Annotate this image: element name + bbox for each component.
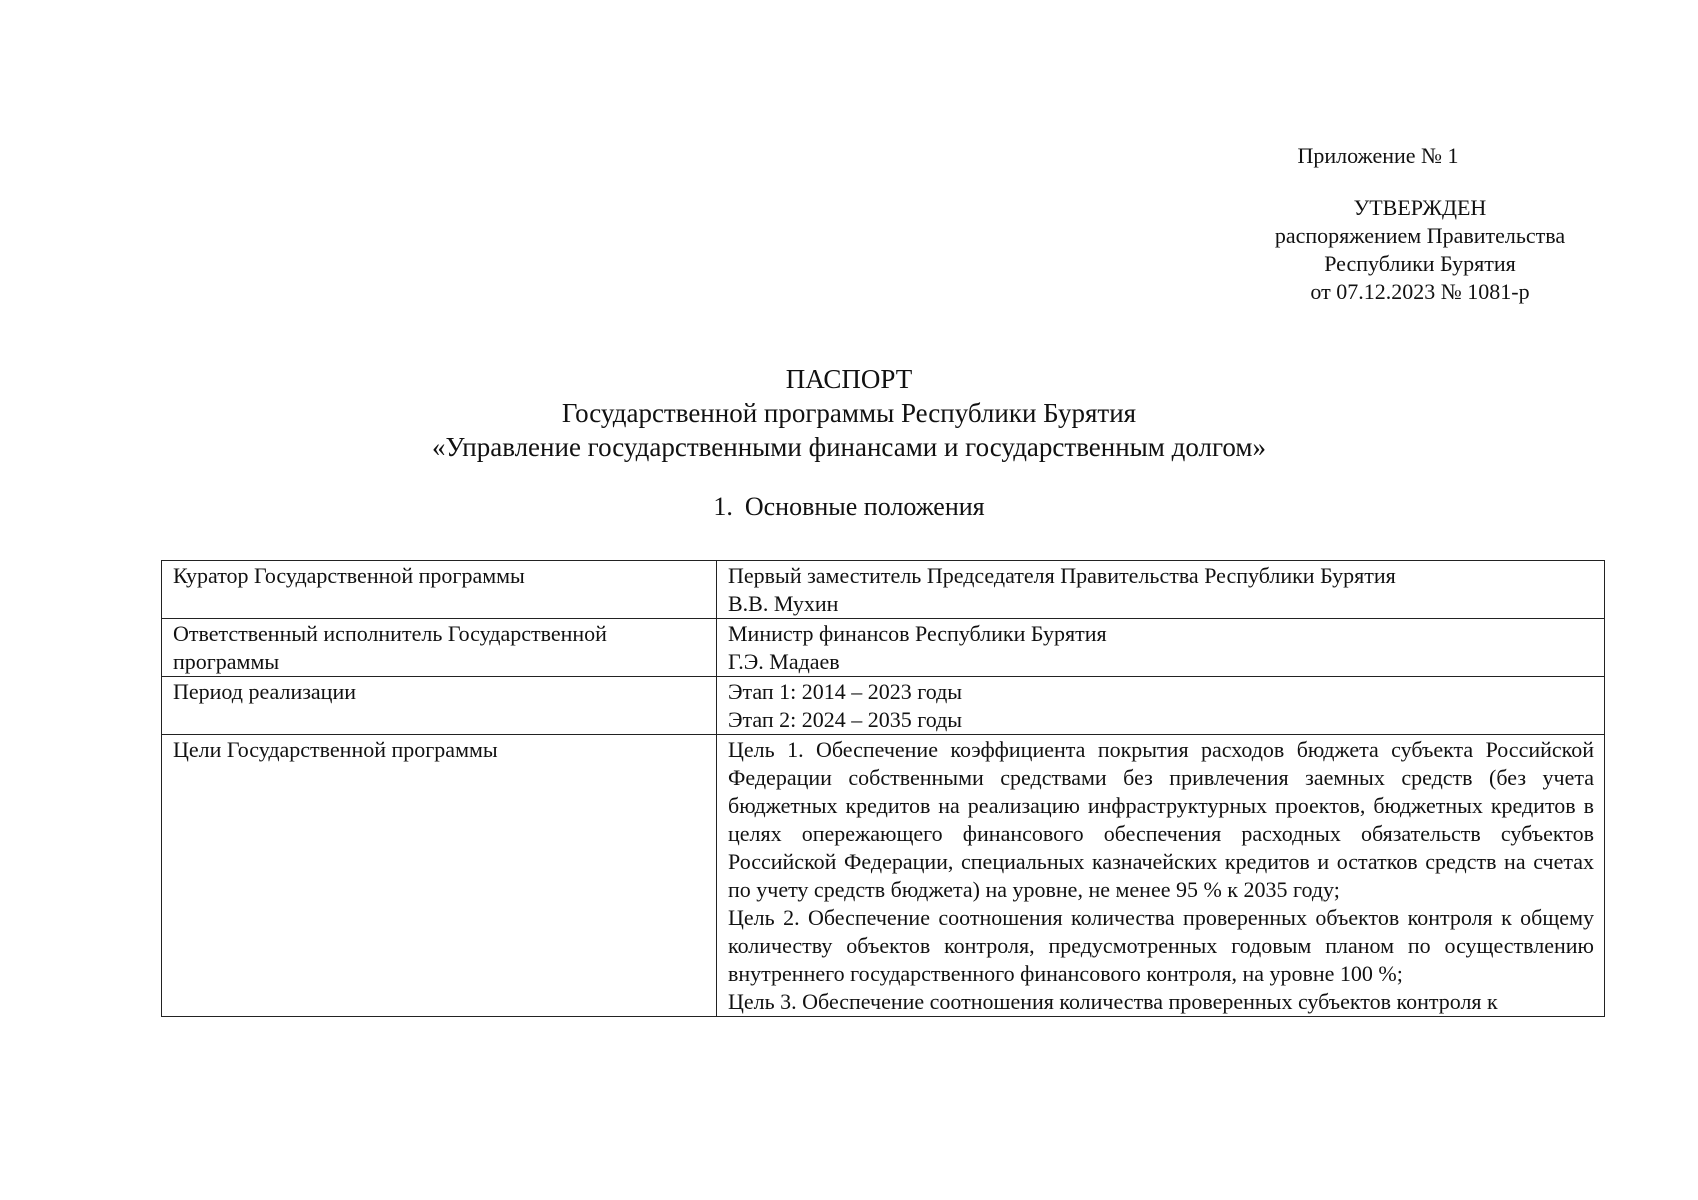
section-title: Основные положения bbox=[744, 492, 985, 521]
value-line: В.В. Мухин bbox=[728, 591, 839, 616]
row-label: Ответственный исполнитель Государственной программы bbox=[162, 619, 717, 677]
document-title bbox=[0, 362, 1698, 464]
approved-by-line: распоряжением Правительства bbox=[1274, 223, 1566, 248]
goal-item: Цель 3. Обеспечение соотношения количества проверенных субъектов контроля к bbox=[728, 989, 1498, 1014]
table-row bbox=[162, 677, 1605, 735]
row-value bbox=[717, 619, 1605, 677]
title-passport: ПАСПОРТ bbox=[785, 364, 913, 394]
annex-number: Приложение № 1 bbox=[1297, 143, 1459, 168]
section-heading bbox=[0, 491, 1698, 523]
goal-item: Цель 1. Обеспечение коэффициента покрытия расходов бюджета субъекта Российской Федерации собственными средствами без привлечения заемных средств (без учета бюджетных кредитов на реализацию инфраструктурных проектов, бюджетных кредитов в целях опережающего финансового обеспечения расходных обязательств субъектов Российской Федерации, специальных казначейских кредитов и остатков средств на счетах по учету средств бюджета) на уровне, не менее 95 % к 2035 году; bbox=[728, 737, 1594, 902]
approval-block bbox=[1220, 142, 1620, 306]
value-line: Этап 2: 2024 – 2035 годы bbox=[728, 707, 963, 732]
title-program-name: «Управление государственными финансами и государственным долгом» bbox=[432, 432, 1266, 462]
row-value bbox=[717, 561, 1605, 619]
approval-date: от 07.12.2023 № 1081-р bbox=[1310, 279, 1530, 304]
passport-table bbox=[161, 560, 1605, 1017]
title-program: Государственной программы Республики Бурятия bbox=[561, 398, 1137, 428]
row-label: Период реализации bbox=[162, 677, 717, 735]
row-label: Цели Государственной программы bbox=[162, 735, 717, 1017]
row-value bbox=[717, 735, 1605, 1017]
row-value bbox=[717, 677, 1605, 735]
table-row bbox=[162, 619, 1605, 677]
section-number: 1. bbox=[713, 492, 733, 521]
approved-stamp: УТВЕРЖДЕН bbox=[1353, 195, 1487, 220]
goal-item: Цель 2. Обеспечение соотношения количества проверенных объектов контроля к общему количеству объектов контроля, предусмотренных годовым планом по осуществлению внутреннего государственного финансового контроля, на уровне 100 %; bbox=[728, 905, 1594, 986]
row-label: Куратор Государственной программы bbox=[162, 561, 717, 619]
value-line: Министр финансов Республики Бурятия bbox=[728, 621, 1107, 646]
value-line: Г.Э. Мадаев bbox=[728, 649, 840, 674]
value-line: Первый заместитель Председателя Правительства Республики Бурятия bbox=[728, 563, 1396, 588]
table-row bbox=[162, 561, 1605, 619]
table-row bbox=[162, 735, 1605, 1017]
value-line: Этап 1: 2014 – 2023 годы bbox=[728, 679, 963, 704]
approved-by-region: Республики Бурятия bbox=[1324, 251, 1516, 276]
